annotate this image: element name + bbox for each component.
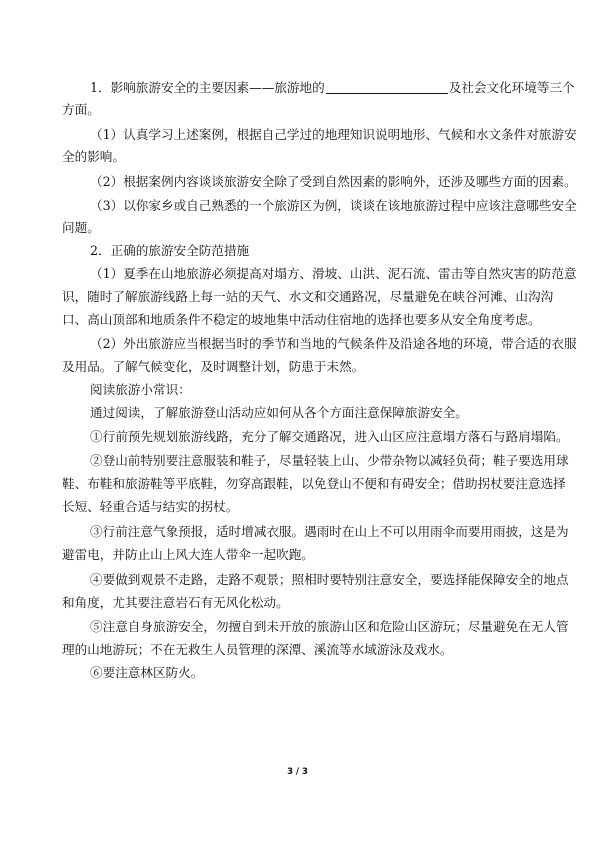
sub-question-3-line-1: （3）以你家乡或自己熟悉的一个旅游区为例，谈谈在该地旅游过程中应该注意哪些安全: [90, 198, 577, 213]
tip-3-line-2: 避雷电，并防止山上风大连人带伞一起吹跑。: [62, 547, 314, 562]
answer-blank[interactable]: [326, 81, 448, 94]
tip-4-line-2: 和角度，尤其要注意岩石有无风化松动。: [62, 595, 289, 610]
tip-2-line-2: 鞋、布鞋和旅游鞋等平底鞋，勿穿高跟鞋，以免登山不便和有碍安全；借助拐杖要注意选择: [62, 476, 566, 491]
tip-5-line-1: ⑤注意自身旅游安全，勿擅自到未开放的旅游山区和危险山区游玩；尽量避免在无人管: [90, 619, 569, 634]
tip-5-line-2: 理的山地游玩；不在无救生人员管理的深潭、溪流等水域游泳及戏水。: [62, 642, 453, 657]
question-1-line-1: [90, 80, 575, 96]
sub-question-1-line-1: （1）认真学习上述案例，根据自己学过的地理知识说明地形、气候和水文条件对旅游安: [90, 127, 577, 142]
section-2-paragraph-2-line-1: （2）外出旅游应当根据当时的季节和当地的气候条件及沿途各地的环境，带合适的衣服: [90, 336, 577, 351]
page-number: 3 / 3: [287, 767, 308, 777]
section-2-title: 2．正确的旅游安全防范措施: [90, 243, 250, 258]
tip-2-line-3: 长短、轻重合适与结实的拐杖。: [62, 499, 239, 514]
tip-6: ⑥要注意林区防火。: [90, 665, 204, 680]
sub-question-2: （2）根据案例内容谈谈旅游安全除了受到自然因素的影响外，还涉及哪些方面的因素。: [90, 174, 577, 189]
question-1-text: 1．影响旅游安全的主要因素——旅游地的: [90, 80, 325, 95]
section-2-paragraph-1-line-1: （1）夏季在山地旅游必须提高对塌方、滑坡、山洪、泥石流、雷击等自然灾害的防范意: [90, 266, 577, 281]
tip-1: ①行前预先规划旅游线路，充分了解交通路况，进入山区应注意塌方落石与路肩塌陷。: [90, 429, 569, 444]
section-2-paragraph-1-line-2: 识，随时了解旅游线路上每一站的天气、水文和交通路况，尽量避免在峡谷河滩、山沟沟: [62, 289, 554, 304]
sub-question-1-line-2: 全的影响。: [62, 149, 125, 164]
tips-title: 阅读旅游小常识：: [90, 382, 191, 397]
tip-3-line-1: ③行前注意气象预报，适时增减衣服。遇雨时在山上不可以用雨伞而要用雨披，这是为: [90, 524, 569, 539]
section-2-paragraph-1-line-3: 口、高山顶部和地质条件不稳定的坡地集中活动住宿地的选择也要多从安全角度考虑。: [62, 312, 541, 327]
section-2-paragraph-2-line-2: 及用品。了解气候变化，及时调整计划，防患于未然。: [62, 359, 365, 374]
sub-question-3-line-2: 问题。: [62, 220, 100, 235]
tip-4-line-1: ④要做到观景不走路，走路不观景；照相时要特别注意安全，要选择能保障安全的地点: [90, 572, 569, 587]
tip-2-line-1: ②登山前特别要注意服装和鞋子，尽量轻装上山、少带杂物以减轻负荷；鞋子要选用球: [90, 453, 569, 468]
tips-intro: 通过阅读，了解旅游登山活动应如何从各个方面注意保障旅游安全。: [90, 405, 468, 420]
question-1-text-end: 及社会文化环境等三个: [448, 80, 575, 95]
question-1-line-2: 方面。: [62, 102, 100, 117]
